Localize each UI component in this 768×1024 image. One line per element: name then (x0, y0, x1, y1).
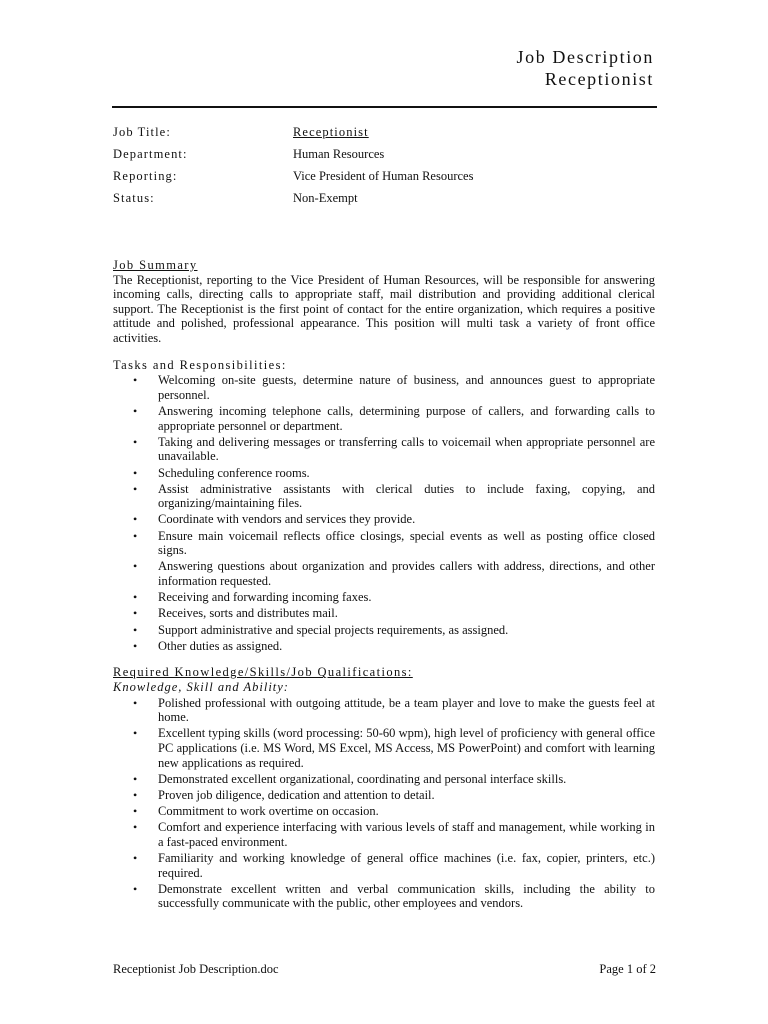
list-item-text: Commitment to work overtime on occasion. (158, 804, 379, 819)
info-value: Non-Exempt (293, 191, 358, 205)
info-label: Reporting: (113, 169, 178, 183)
info-value: Vice President of Human Resources (293, 169, 474, 183)
bullet-icon: • (133, 695, 138, 710)
bullet-icon: • (133, 881, 138, 896)
list-item-text: Polished professional with outgoing attitude, be a team player and love to make the guests feel at home. (158, 695, 655, 725)
qualifications-heading: Required Knowledge/Skills/Job Qualifications: (113, 665, 413, 680)
list-item (113, 804, 655, 819)
list-item-text: Coordinate with vendors and services they provide. (158, 512, 416, 527)
job-summary-text: The Receptionist, reporting to the Vice President of Human Resources, will be responsible for answering incoming calls, directing calls to appropriate staff, mail distribution and providing additional clerical support. The Receptionist is the first point of contact for the entire organization, which requires a positive attitude and polished, professional appearance. This position will multi task a variety of front office activities. (113, 272, 655, 345)
document-title (517, 46, 654, 90)
bullet-icon: • (133, 622, 138, 637)
bullet-icon: • (133, 559, 138, 574)
list-item-text: Answering incoming telephone calls, determining purpose of callers, and forwarding calls to appropriate personnel or department. (158, 403, 655, 433)
list-item (113, 772, 655, 787)
list-item (113, 639, 655, 654)
bullet-icon: • (133, 465, 138, 480)
info-value: Human Resources (293, 147, 385, 161)
list-item-text: Receives, sorts and distributes mail. (158, 606, 338, 621)
bullet-icon: • (133, 528, 138, 543)
list-item-text: Comfort and experience interfacing with various levels of staff and management, while working in a fast-paced environment. (158, 820, 655, 849)
tasks-list (113, 373, 655, 653)
list-item-text: Welcoming on-site guests, determine nature of business, and announces guest to appropriate personnel. (158, 373, 655, 402)
list-item-text: Demonstrate excellent written and verbal communication skills, including the ability to successfully communicate with the public, other employees and vendors. (158, 881, 655, 911)
tasks-heading: Tasks and Responsibilities: (113, 357, 287, 372)
list-item (113, 512, 655, 527)
bullet-icon: • (133, 851, 138, 866)
qualifications-subheading: Knowledge, Skill and Ability: (113, 679, 289, 694)
footer-page-number: Page 1 of 2 (599, 962, 656, 976)
list-item-text: Taking and delivering messages or transferring calls to voicemail when appropriate personnel are unavailable. (158, 434, 655, 464)
list-item-text: Demonstrated excellent organizational, coordinating and personal interface skills. (158, 771, 567, 786)
list-item (113, 623, 655, 638)
bullet-icon: • (133, 403, 138, 418)
list-item (113, 696, 655, 725)
list-item-text: Scheduling conference rooms. (158, 465, 310, 480)
bullet-icon: • (133, 638, 138, 653)
info-label: Job Title: (113, 125, 171, 139)
list-item-text: Excellent typing skills (word processing: 50-60 wpm), high level of proficiency with general office PC applications (i.e. MS Word, MS Excel, MS Access, MS PowerPoint) and comfort with learning new applications as required. (158, 726, 655, 770)
list-item-text: Ensure main voicemail reflects office closings, special events as well as posting office closed signs. (158, 528, 655, 558)
qualifications-list (113, 696, 655, 911)
list-item-text: Assist administrative assistants with clerical duties to include faxing, copying, and organizing/maintaining files. (158, 481, 655, 511)
list-item (113, 820, 655, 849)
list-item (113, 788, 655, 803)
footer-filename: Receptionist Job Description.doc (113, 962, 279, 976)
bullet-icon: • (133, 590, 138, 605)
list-item (113, 726, 655, 770)
bullet-icon: • (133, 820, 138, 835)
bullet-icon: • (133, 434, 138, 449)
bullet-icon: • (133, 804, 138, 819)
list-item-text: Receiving and forwarding incoming faxes. (158, 590, 372, 605)
list-item (113, 590, 655, 605)
title-line-job-description: Job Description (516, 47, 654, 67)
list-item-text: Answering questions about organization and provides callers with address, directions, and other information requested. (158, 559, 655, 589)
bullet-icon: • (133, 373, 138, 388)
list-item (113, 882, 655, 911)
list-item-text: Familiarity and working knowledge of general office machines (i.e. fax, copier, printers, etc.) required. (158, 851, 655, 880)
bullet-icon: • (133, 512, 138, 527)
header-divider (112, 106, 657, 108)
job-summary-heading: Job Summary (113, 258, 198, 272)
list-item (113, 373, 655, 402)
list-item (113, 559, 655, 588)
list-item (113, 404, 655, 433)
list-item (113, 606, 655, 621)
info-value: Receptionist (293, 125, 369, 139)
list-item-text: Support administrative and special projects requirements, as assigned. (158, 622, 509, 637)
bullet-icon: • (133, 771, 138, 786)
list-item-text: Proven job diligence, dedication and attention to detail. (158, 787, 435, 802)
title-line-receptionist: Receptionist (544, 69, 654, 89)
list-item (113, 466, 655, 481)
bullet-icon: • (133, 606, 138, 621)
info-label: Department: (113, 147, 188, 161)
list-item (113, 482, 655, 511)
bullet-icon: • (133, 787, 138, 802)
list-item (113, 529, 655, 558)
document-body (113, 258, 655, 913)
bullet-icon: • (133, 726, 138, 741)
info-label: Status: (113, 191, 155, 205)
list-item (113, 435, 655, 464)
bullet-icon: • (133, 481, 138, 496)
list-item-text: Other duties as assigned. (158, 638, 283, 653)
list-item (113, 851, 655, 880)
